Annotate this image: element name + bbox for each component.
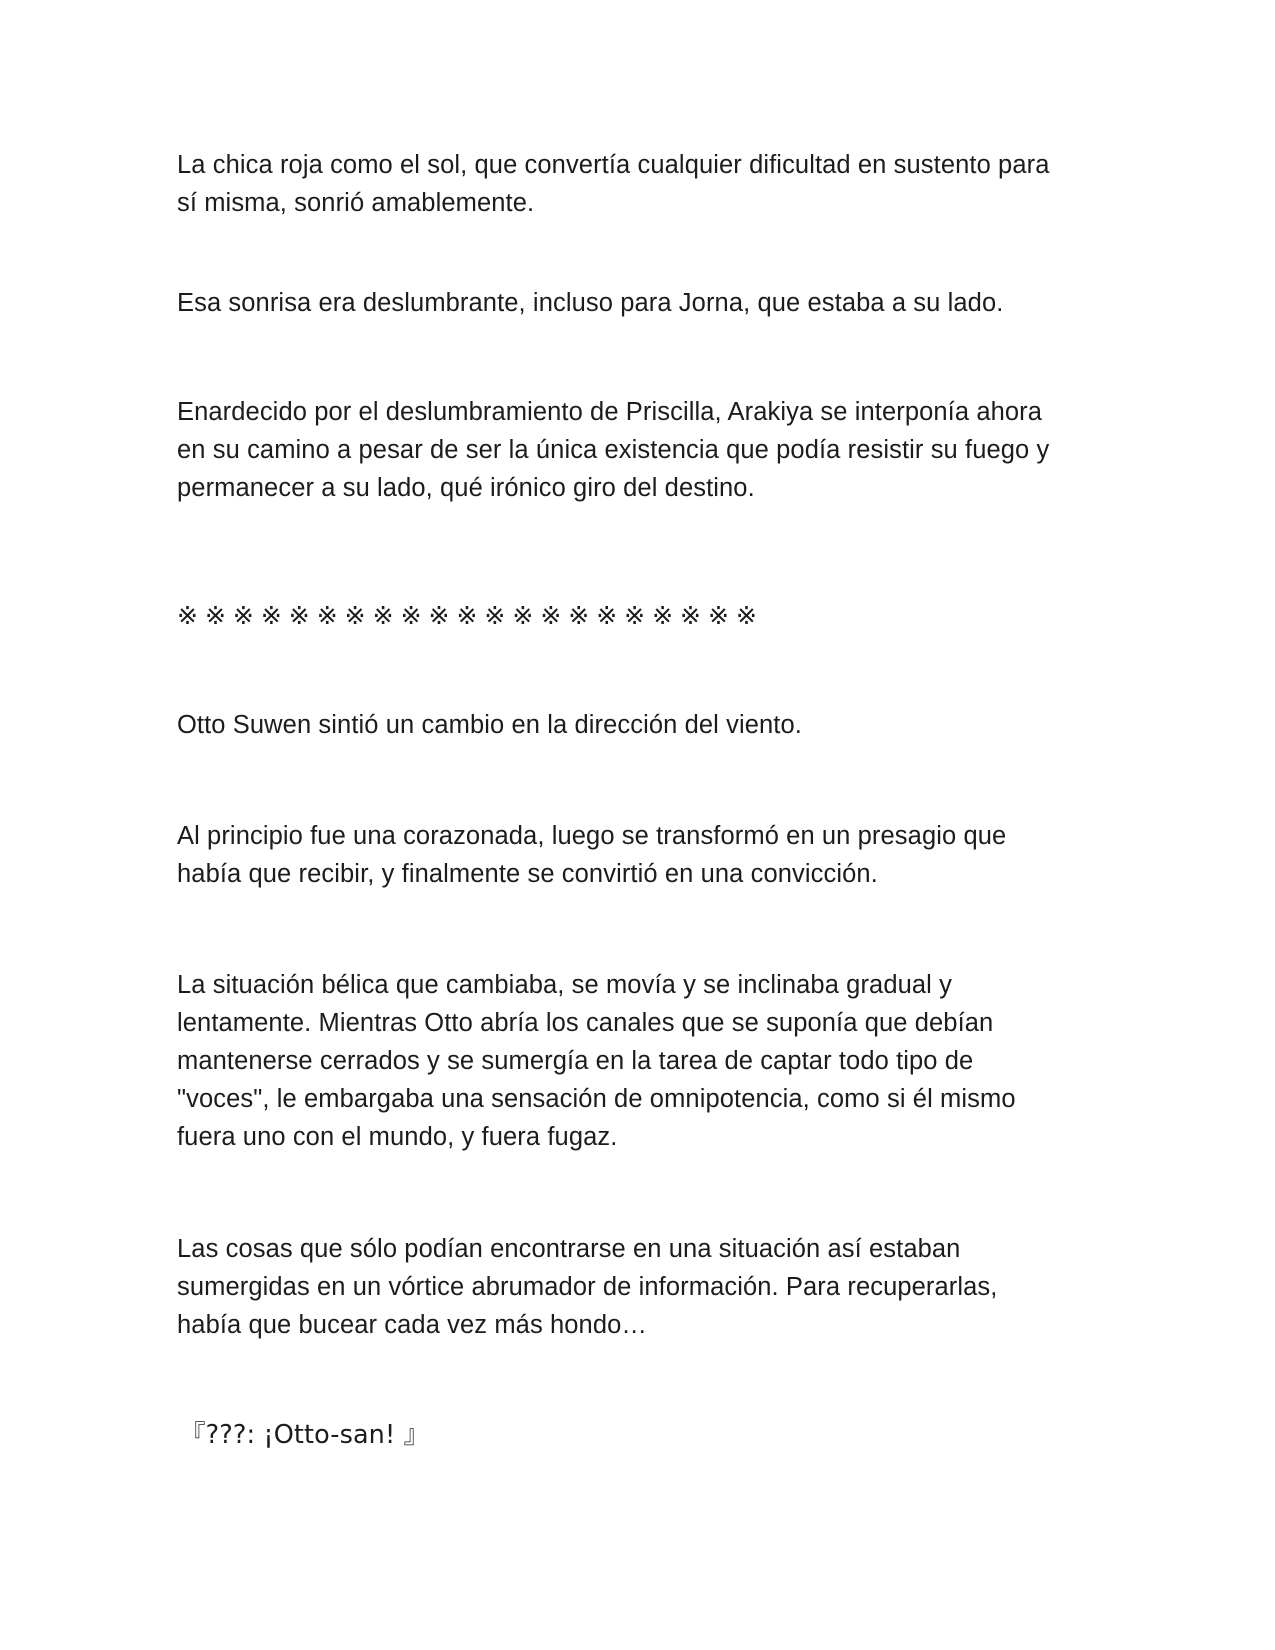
scene-separator: ※※※※※※※※※※※※※※※※※※※※※: [177, 601, 764, 630]
paragraph-war-situation: La situación bélica que cambiaba, se movía y se inclinaba gradual y lentamente. Mientras Otto abría los canales que se suponía que debían mantenerse cerrados y se sumergía en la tarea de captar todo tipo de "voces", le embargaba una sensación de omnipotencia, como si él mismo fuera uno con el mundo, y fuera fugaz.: [177, 971, 1016, 1151]
paragraph-otto-wind: Otto Suwen sintió un cambio en la dirección del viento.: [177, 711, 802, 739]
paragraph-premonition: Al principio fue una corazonada, luego se transformó en un presagio que había que recibir, y finalmente se convirtió en una convicción.: [177, 822, 1007, 888]
paragraph-priscilla-smile: La chica roja como el sol, que convertía cualquier dificultad en sustento para sí misma, sonrió amablemente.: [177, 151, 1050, 217]
paragraph-arakiya: Enardecido por el deslumbramiento de Priscilla, Arakiya se interponía ahora en su camino a pesar de ser la única existencia que podía resistir su fuego y permanecer a su lado, qué irónico giro del destino.: [177, 398, 1050, 502]
paragraph-jorna: Esa sonrisa era deslumbrante, incluso para Jorna, que estaba a su lado.: [177, 289, 1004, 317]
dialogue-line: 『???: ¡Otto-san! 』: [180, 1420, 430, 1450]
paragraph-vortex: Las cosas que sólo podían encontrarse en una situación así estaban sumergidas en un vórtice abrumador de información. Para recuperarlas, había que bucear cada vez más hondo…: [177, 1235, 998, 1339]
